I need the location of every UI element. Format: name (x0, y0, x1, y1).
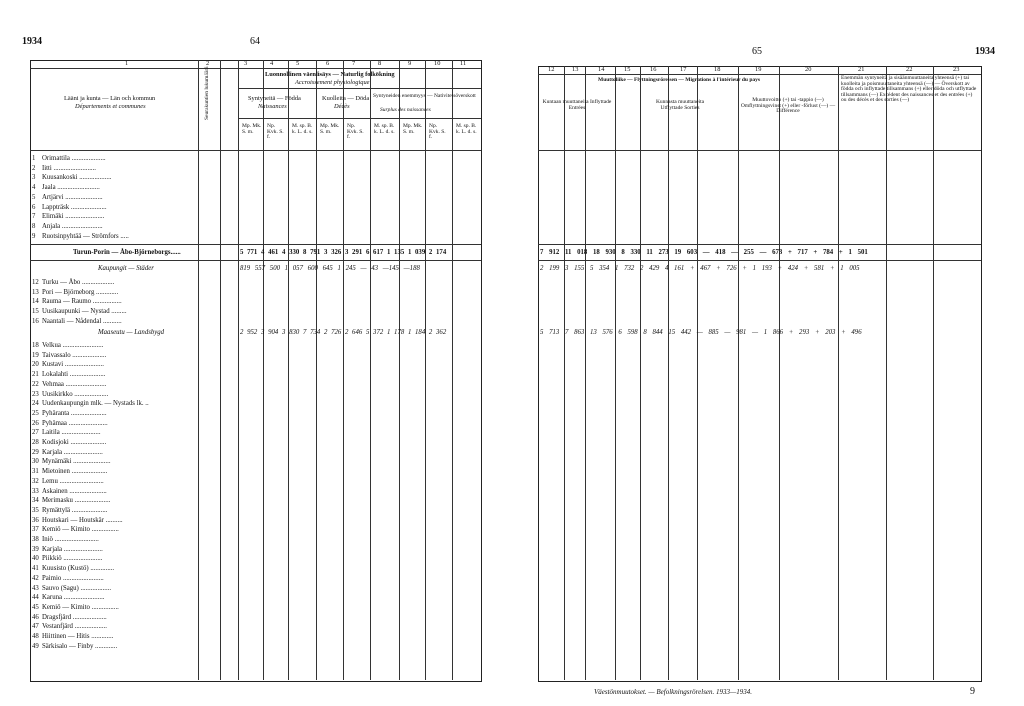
row-label: Velkua ........................ (42, 342, 104, 349)
row-number: 15 (32, 308, 39, 316)
colhead-4: Np. Kvk. S. f. (267, 123, 284, 140)
row-label: Kustavi ....................... (42, 361, 104, 369)
row-number: 43 (32, 584, 39, 592)
row-label: Lemu .......................... (42, 477, 104, 485)
left-page-number: 64 (250, 36, 260, 47)
rural-values: 2 952 3 904 3 830 7 734 2 726 2 646 5 372 1 178 1 184 2 362 (240, 329, 447, 336)
row-label: Jaala ......................... (42, 184, 100, 192)
in-header: Kuntaan muuttaneita Inflyttade Entrées (542, 99, 612, 111)
row-number: 25 (32, 409, 39, 417)
row-label: Uusikaupunki — Nystad ......... (42, 308, 127, 316)
row-number: 14 (32, 298, 39, 306)
row-label: Sauvo (Sagu) .................. (42, 584, 112, 592)
rcolnum-18: 18 (714, 66, 721, 73)
row-number: 22 (32, 380, 39, 388)
colhead-7: Np. Kvk. S. f. (347, 123, 364, 140)
row-number: 9 (32, 232, 36, 240)
sub-born: Syntyneitä — Födda (248, 95, 301, 102)
row-number: 36 (32, 516, 39, 524)
rcolnum-15: 15 (624, 66, 631, 73)
row-label: Hiittinen — Hitis ............. (42, 633, 114, 640)
row-number: 3 (32, 174, 36, 182)
row-number: 30 (32, 458, 39, 466)
row-label: Kemiö — Kimito ................ (42, 526, 119, 534)
row-number: 18 (32, 342, 39, 349)
sub-born-fr: Naissances (258, 103, 287, 110)
row-label: Taivassalo .................... (42, 351, 107, 359)
row-number: 32 (32, 477, 39, 485)
rcolnum-12: 12 (548, 66, 555, 73)
row-label: Houtskari — Houtskär .......... (42, 516, 123, 524)
row-number: 49 (32, 642, 39, 650)
rcolnum-19: 19 (755, 66, 762, 73)
row-label: Vestanfjärd ................... (42, 623, 107, 631)
row-number: 19 (32, 351, 39, 359)
row-label: Anjala ........................ (42, 222, 103, 230)
colnum-10: 10 (434, 60, 441, 67)
towns-label: Kaupungit — Städer (98, 265, 154, 272)
colnum-1: 1 (125, 60, 129, 67)
diff-header: Muuttovoitto (+) tai -tappio (—) Omflyttningsvinst (+) eller -förlust (—) — Différence (740, 97, 836, 114)
row-number: 48 (32, 633, 39, 640)
total-row-values: 5 771 4 461 4 330 8 791 3 326 3 291 6 617 1 135 1 039 2 174 (240, 249, 447, 256)
row-label: Iitti ......................... (42, 164, 96, 172)
r-total-values: 7 912 11 018 18 930 8 330 11 273 19 603 — 418 — 255 — 673 + 717 + 784 + 1 501 (540, 249, 868, 256)
row-number: 35 (32, 506, 39, 514)
colnum-11: 11 (460, 60, 467, 67)
row-number: 45 (32, 603, 39, 611)
row-number: 47 (32, 623, 39, 631)
left-year: 1934 (22, 36, 42, 47)
row-number: 13 (32, 288, 39, 296)
row-label: Laitila ....................... (42, 429, 101, 437)
row-number: 40 (32, 555, 39, 563)
row-label: Särkisalo — Finby ............. (42, 642, 118, 650)
row-number: 4 (32, 184, 36, 192)
row-label: Dragsfjärd .................... (42, 613, 107, 621)
row-label: Uusikirkko .................... (42, 390, 109, 398)
row-label: Uudenkaupungin mlk. — Nystads lk. .. (42, 400, 149, 408)
row-number: 23 (32, 390, 39, 398)
row-label: Pyhämaa ....................... (42, 419, 108, 427)
colhead-11: M. sp. B. k. L. d. s. (456, 123, 477, 135)
row-number: 33 (32, 487, 39, 495)
row-number: 42 (32, 574, 39, 582)
row-number: 5 (32, 193, 36, 201)
row-label: Iniö .......................... (42, 536, 99, 543)
right-page-number: 65 (752, 46, 762, 57)
colhead-5: M. sp. B. k. L. d. s. (292, 123, 313, 135)
row-label: Orimattila .................... (42, 155, 106, 162)
rcolnum-23: 23 (953, 66, 960, 73)
colnum-3: 3 (244, 60, 248, 67)
row-label: Kodisjoki ..................... (42, 439, 107, 446)
row-number: 26 (32, 419, 39, 427)
sub-surplus-fr: Surplus des naissances (380, 107, 431, 113)
row-number: 1 (32, 155, 36, 162)
colnum-9: 9 (408, 60, 412, 67)
colhead-10: Np. Kvk. S. f. (429, 123, 446, 140)
row-label: Ruotsinpyhtää — Strömfors ..... (42, 232, 129, 240)
rcolnum-13: 13 (572, 66, 579, 73)
row-number: 8 (32, 222, 36, 230)
colnum-5: 5 (296, 60, 300, 67)
row-label: Pori — Björneborg ............. (42, 288, 119, 296)
footer-caption: Väestönmuutokset. — Befolkningsrörelsen. 1933—1934. (594, 688, 753, 696)
colnum-2: 2 (206, 60, 210, 67)
row-label: Kuusankoski ................... (42, 174, 112, 182)
row-number: 12 (32, 279, 39, 286)
row-number: 37 (32, 526, 39, 534)
row-label: Askainen ...................... (42, 487, 107, 495)
row-number: 34 (32, 497, 39, 505)
row-label: Karjala ....................... (42, 448, 103, 456)
row-number: 21 (32, 371, 39, 379)
row-number: 44 (32, 594, 39, 602)
row-label: Mynämäki ...................... (42, 458, 111, 466)
colhead-6: Mp. Mk. S. m. (320, 123, 340, 135)
sub-surplus: Syntyneiden enemmyys — Nativitetsöverskott (373, 93, 476, 99)
row-label: Lokalahti ..................... (42, 371, 106, 379)
row-number: 7 (32, 213, 36, 221)
row-label: Rymättylä ..................... (42, 506, 108, 514)
row-label: Pyhäranta ..................... (42, 409, 107, 417)
row-label: Mietoinen ..................... (42, 468, 108, 476)
rcolnum-14: 14 (598, 66, 605, 73)
row-number: 24 (32, 400, 39, 408)
colhead-3: Mp. Mk. S. m. (242, 123, 262, 135)
sub-died: Kuolleita — Döda (322, 95, 370, 102)
row-label: Artjärvi ...................... (42, 193, 103, 201)
row-number: 2 (32, 164, 36, 172)
right-year: 1934 (975, 46, 995, 57)
total-row-label: Turun-Porin — Åbo-Björneborgs...... (73, 249, 181, 256)
sub-died-fr: Décès (334, 103, 350, 110)
towns-values: 819 557 500 1 057 600 645 1 245 — 43 —145 —188 (240, 265, 420, 272)
row-label: Naantali — Nådendal ........... (42, 317, 122, 325)
row-label: Kemiö — Kimito ................ (42, 603, 119, 611)
row-label: Rauma — Raumo ................. (42, 298, 122, 306)
row-label: Merimasku ..................... (42, 497, 111, 505)
row-number: 6 (32, 203, 36, 211)
stub-title: Lääni ja kunta — Län och kommun (64, 95, 156, 102)
colnum-7: 7 (352, 60, 356, 67)
stub-title-fr: Départements et communes (75, 103, 146, 110)
colnum-4: 4 (270, 60, 274, 67)
out-header: Kunnasta muuttaneita Utflyttade Sorties (655, 99, 705, 111)
colhead-8: M. sp. B. k. L. d. s. (374, 123, 395, 135)
row-label: Piikkiö ....................... (42, 555, 103, 563)
colnum-8: 8 (378, 60, 382, 67)
row-number: 20 (32, 361, 39, 369)
row-label: Elimäki ....................... (42, 213, 105, 221)
row-number: 31 (32, 468, 39, 476)
row-number: 39 (32, 545, 39, 553)
row-number: 16 (32, 317, 39, 325)
row-number: 38 (32, 536, 39, 543)
right-table-frame (538, 66, 982, 682)
r-rural-values: 5 713 7 863 13 576 6 598 8 844 15 442 — 885 — 981 — 1 866 + 293 + 203 + 496 (540, 329, 862, 336)
row-label: Kuusisto (Kustö) .............. (42, 565, 115, 573)
rcolnum-21: 21 (858, 66, 865, 73)
header-group: Luonnollinen väenlisäys — Naturlig folkökning (265, 71, 395, 78)
rcolnum-16: 16 (650, 66, 657, 73)
row-label: Turku — Åbo ................... (42, 279, 115, 286)
row-number: 28 (32, 439, 39, 446)
row-label: Paimio ........................ (42, 574, 104, 582)
rcolnum-17: 17 (680, 66, 687, 73)
row-label: Lappträsk ..................... (42, 203, 107, 211)
header-group-fr: Accroissement physiologique (295, 79, 370, 86)
row-number: 29 (32, 448, 39, 456)
footer-page: 9 (970, 686, 975, 697)
row-label: Karuna ........................ (42, 594, 105, 602)
migration-header: Muuttoliike — Flyttningsrörelsen — Migrations à l'intérieur du pays (598, 77, 761, 83)
row-number: 46 (32, 613, 39, 621)
colnum-6: 6 (326, 60, 330, 67)
vertical-header: Seurakuntien lukumäärä (204, 66, 210, 120)
row-label: Vehmaa ........................ (42, 380, 107, 388)
row-label: Karjala ....................... (42, 545, 103, 553)
r-towns-values: 2 199 3 155 5 354 1 732 2 429 4 161 + 467 + 726 + 1 193 + 424 + 581 + 1 005 (540, 265, 860, 272)
total-header: Enemmän syntyneitä ja sisäänmuuttaneita yhteensä (+) tai kuolleita ja poismuuttaneita yhteensä (—) — Överskott av födda och inflyttade tillsammans (+) eller döda och utflyttade tillsammans (—) Excédent des naissances et des entrées (+) ou des décès et des sorties (—) (841, 75, 977, 103)
rcolnum-20: 20 (805, 66, 812, 73)
rural-label: Maaseutu — Landsbygd (98, 329, 165, 336)
row-number: 27 (32, 429, 39, 437)
row-number: 41 (32, 565, 39, 573)
colhead-9: Mp. Mk. S. m. (403, 123, 423, 135)
rcolnum-22: 22 (906, 66, 913, 73)
